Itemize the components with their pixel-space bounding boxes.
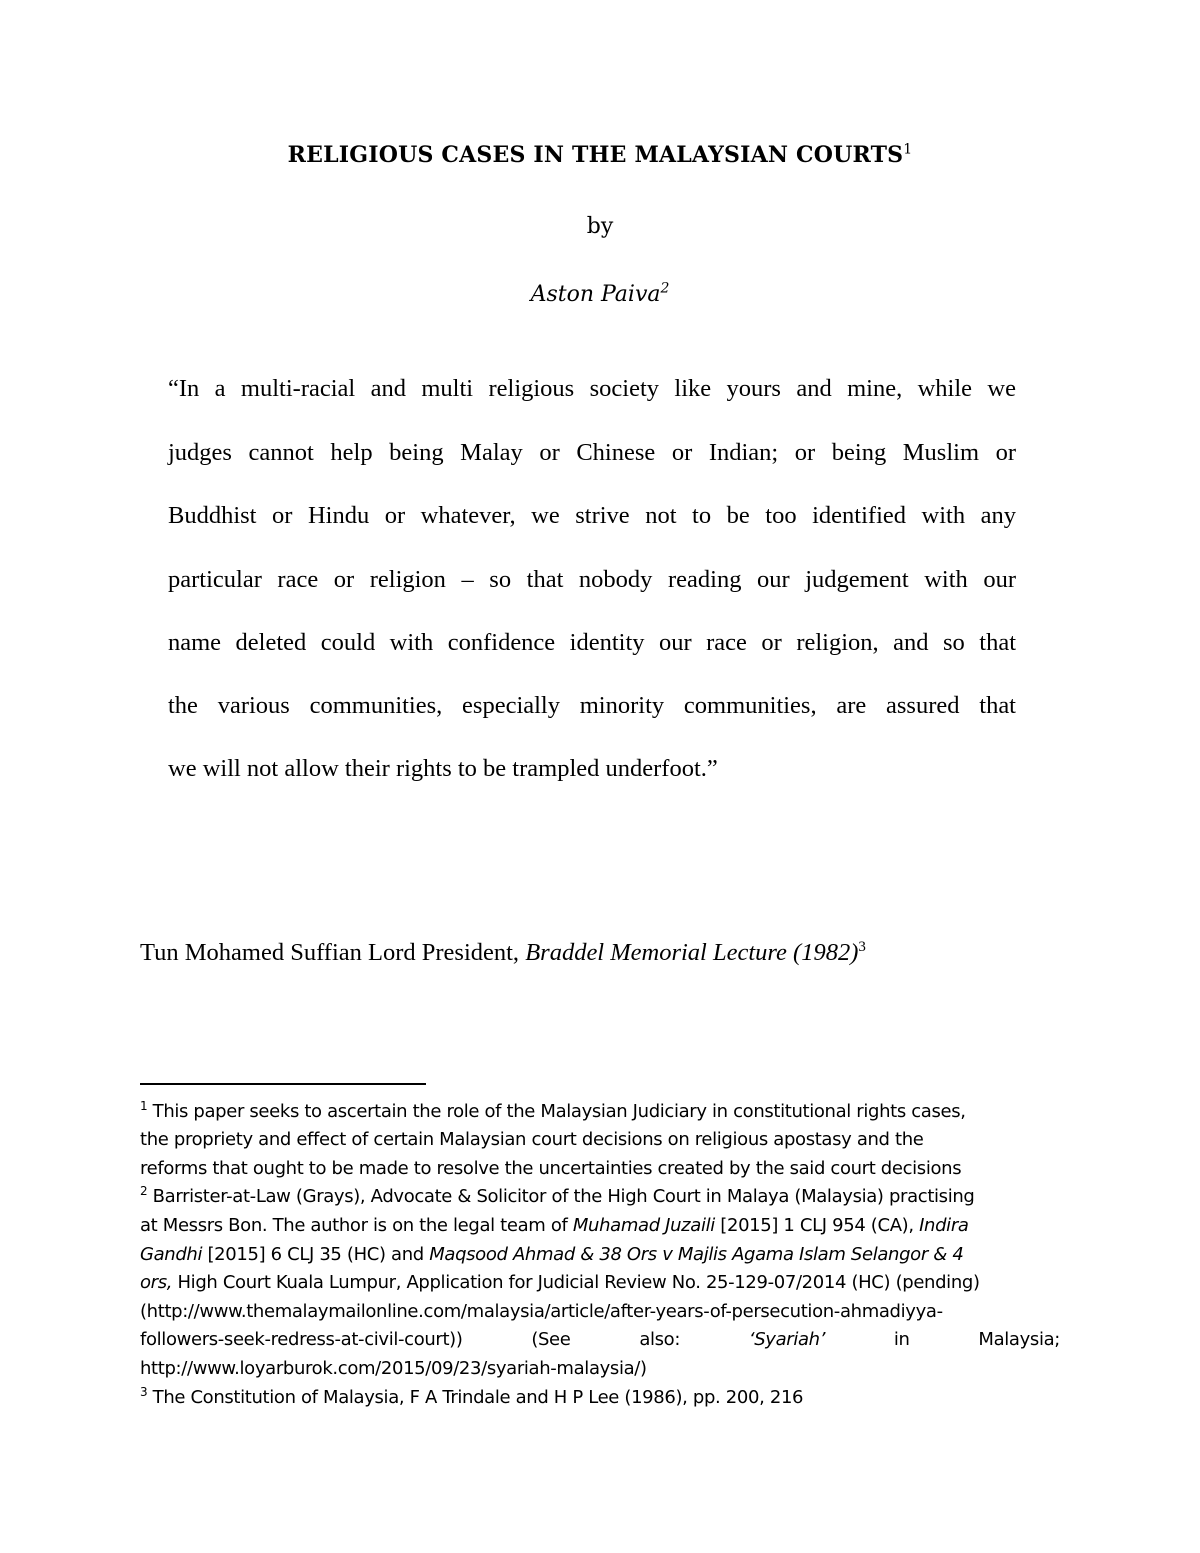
quote-line: particular race or religion – so that nobody reading our judgement with our <box>168 566 1016 593</box>
footnote-2-marker: 2 <box>140 1184 148 1198</box>
footnote-text: Barrister-at-Law (Grays), Advocate & Solicitor of the High Court in Malaya (Malaysia) practising <box>147 1186 975 1207</box>
footnote-1-line: the propriety and effect of certain Malaysian court decisions on religious apostasy and the <box>140 1129 924 1150</box>
title-text: RELIGIOUS CASES IN THE MALAYSIAN COURTS <box>287 142 904 168</box>
footnote-2-url-line[interactable]: http://www.loyarburok.com/2015/09/23/syariah-malaysia/) <box>140 1358 647 1379</box>
author-footnote-ref: 2 <box>660 280 670 297</box>
case-name: Indira <box>919 1215 969 1236</box>
footnote-text: at Messrs Bon. The author is on the legal team of <box>140 1215 573 1236</box>
quote-line: name deleted could with confidence identity our race or religion, and so that <box>168 629 1016 656</box>
footnote-1-line <box>140 1100 1060 1124</box>
author-name-line <box>0 282 1200 307</box>
footnote-2-line <box>140 1214 1060 1238</box>
footnote-text: [2015] 6 CLJ 35 (HC) and <box>202 1244 430 1265</box>
footnote-text: in <box>893 1329 910 1350</box>
quote-line-last: we will not allow their rights to be trampled underfoot.” <box>168 755 718 782</box>
footnote-text: High Court Kuala Lumpur, Application for Judicial Review No. 25-129-07/2014 (HC) (pending) <box>172 1272 980 1293</box>
quote-line: Buddhist or Hindu or whatever, we strive not to be too identified with any <box>168 502 1016 529</box>
author-name: Aston Paiva <box>530 282 661 307</box>
footnote-2-line <box>140 1185 1060 1209</box>
footnote-3-line <box>140 1386 1060 1410</box>
quote-line: the various communities, especially minority communities, are assured that <box>168 692 1016 719</box>
footnote-separator <box>140 1083 426 1085</box>
attribution-footnote-ref: 3 <box>858 938 866 955</box>
case-name: ors, <box>140 1272 173 1293</box>
footnote-text: (See <box>531 1329 571 1350</box>
quote-line: “In a multi-racial and multi religious society like yours and mine, while we <box>168 375 1016 402</box>
case-name: Maqsood Ahmad & 38 Ors v Majlis Agama Islam Selangor & 4 <box>429 1244 964 1265</box>
footnote-text: [2015] 1 CLJ 954 (CA), <box>714 1215 920 1236</box>
attribution-name: Tun Mohamed Suffian Lord President, <box>140 939 526 966</box>
title-footnote-ref: 1 <box>903 141 913 158</box>
quote-line: judges cannot help being Malay or Chinese or Indian; or being Muslim or <box>168 439 1016 466</box>
footnote-1-line: reforms that ought to be made to resolve the uncertainties created by the said court decisions <box>140 1158 962 1179</box>
footnote-3-marker: 3 <box>140 1385 148 1399</box>
footnote-text: The Constitution of Malaysia, F A Trindale and H P Lee (1986), pp. 200, 216 <box>147 1387 804 1408</box>
attribution-work: Braddel Memorial Lecture (1982) <box>525 939 859 966</box>
footnote-2-url-line[interactable]: (http://www.themalaymailonline.com/malaysia/article/after-years-of-persecution-ahmadiyya- <box>140 1301 943 1322</box>
footnote-2-line <box>140 1271 1060 1295</box>
byline-by: by <box>586 214 614 239</box>
footnote-text: Malaysia; <box>978 1329 1060 1350</box>
case-name: Gandhi <box>140 1244 203 1265</box>
case-name: Muhamad Juzaili <box>572 1215 715 1236</box>
footnote-2-line <box>140 1243 1060 1267</box>
document-title <box>0 142 1200 168</box>
quote-attribution <box>140 938 1040 968</box>
footnote-1-marker: 1 <box>140 1099 148 1113</box>
footnote-text: also: <box>639 1329 681 1350</box>
footnote-italic-term: ‘Syariah’ <box>748 1329 826 1350</box>
footnote-2-line <box>140 1328 1060 1352</box>
footnote-url[interactable]: followers-seek-redress-at-civil-court)) <box>140 1329 463 1350</box>
footnote-text: This paper seeks to ascertain the role of the Malaysian Judiciary in constitutional rights cases, <box>147 1101 966 1122</box>
